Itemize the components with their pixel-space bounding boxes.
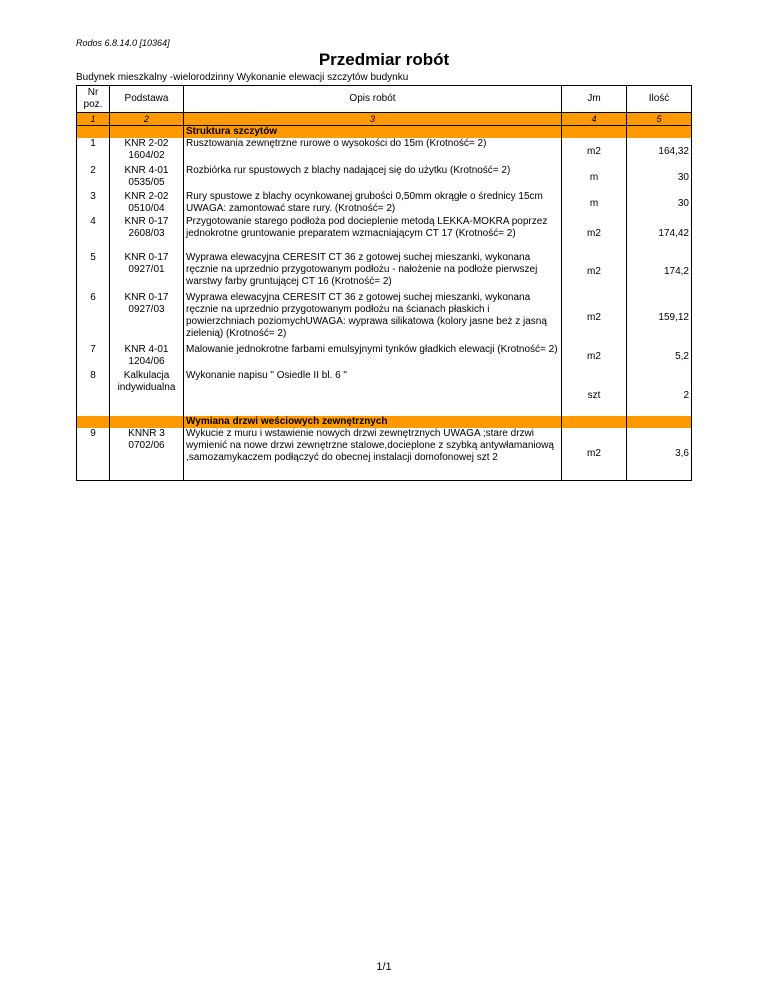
table-row	[77, 165, 692, 191]
item-quantity: 164,32	[627, 138, 692, 165]
item-basis: KNR 0-17 2608/03	[110, 216, 184, 252]
item-nr: 9	[77, 428, 110, 480]
item-basis: KNR 0-17 0927/01	[110, 252, 184, 292]
item-unit: szt	[562, 370, 627, 406]
col-number: 2	[110, 113, 184, 126]
table-row	[77, 191, 692, 216]
section-header	[77, 126, 692, 139]
item-unit: m2	[562, 138, 627, 165]
header-row	[77, 86, 692, 113]
item-basis: KNR 4-01 0535/05	[110, 165, 184, 191]
item-basis: KNR 2-02 1604/02	[110, 138, 184, 165]
document-subtitle: Budynek mieszkalny -wielorodzinny Wykonanie elewacji szczytów budynku	[76, 72, 409, 83]
item-quantity: 2	[627, 370, 692, 406]
item-unit: m2	[562, 344, 627, 370]
item-quantity: 30	[627, 191, 692, 216]
table-row	[77, 216, 692, 252]
col-number: 3	[184, 113, 562, 126]
software-version: Rodos 6.8.14.0 [10364]	[76, 38, 170, 48]
item-description: Wyprawa elewacyjna CERESIT CT 36 z gotowej suchej mieszanki, wykonana ręcznie na uprzednio przygotowanym podłożu - nałożenie na podłoże pierwszej warstwy farby gruntującej CT 16 (Krotność= 2)	[184, 252, 562, 292]
table-row	[77, 344, 692, 370]
item-quantity: 30	[627, 165, 692, 191]
item-basis: KNR 4-01 1204/06	[110, 344, 184, 370]
document-title: Przedmiar robót	[318, 50, 450, 69]
col-header-ilosc: Ilość	[627, 86, 692, 113]
item-quantity: 159,12	[627, 292, 692, 344]
item-description: Rury spustowe z blachy ocynkowanej grubości 0,50mm okrągłe o średnicy 15cm UWAGA: zamontować stare rury. (Krotność= 2)	[184, 191, 562, 216]
item-basis: Kalkulacja indywidualna	[110, 370, 184, 406]
section-header	[77, 416, 692, 428]
item-nr: 6	[77, 292, 110, 344]
item-unit: m2	[562, 252, 627, 292]
item-nr: 8	[77, 370, 110, 406]
item-unit: m	[562, 165, 627, 191]
item-basis: KNR 2-02 0510/04	[110, 191, 184, 216]
item-unit: m	[562, 191, 627, 216]
item-description: Rozbiórka rur spustowych z blachy nadającej się do użytku (Krotność= 2)	[184, 165, 562, 191]
table-row	[77, 252, 692, 292]
col-header-opis: Opis robót	[184, 86, 562, 113]
section-title: Struktura szczytów	[184, 126, 562, 139]
item-nr: 5	[77, 252, 110, 292]
col-number: 4	[562, 113, 627, 126]
item-nr: 4	[77, 216, 110, 252]
item-unit: m2	[562, 292, 627, 344]
item-quantity: 174,2	[627, 252, 692, 292]
item-unit: m2	[562, 428, 627, 480]
item-description: Wyprawa elewacyjna CERESIT CT 36 z gotowej suchej mieszanki, wykonana ręcznie na uprzednio przygotowanym podłożu na ścianach płaskich i powierzchniach poziomychUWAGA: wyprawa silikatowa (kolory jasne beż z jasną zielenią) (Krotność= 2)	[184, 292, 562, 344]
item-description: Wykucie z muru i wstawienie nowych drzwi zewnętrznych UWAGA ;stare drzwi wymienić na nowe drzwi zewnętrzne stalowe,docieplone z szybką antywłamaniową ,samozamykaczem podłączyć do obecnej instalacji domofonowej szt 2	[184, 428, 562, 480]
item-nr: 3	[77, 191, 110, 216]
table-row	[77, 138, 692, 165]
item-nr: 7	[77, 344, 110, 370]
section-title: Wymiana drzwi weściowych zewnętrznych	[184, 416, 562, 428]
col-number: 5	[627, 113, 692, 126]
item-nr: 1	[77, 138, 110, 165]
column-number-row	[77, 113, 692, 126]
spacer-row	[77, 406, 692, 416]
table-row	[77, 428, 692, 480]
item-description: Malowanie jednokrotne farbami emulsyjnymi tynków gładkich elewacji (Krotność= 2)	[184, 344, 562, 370]
item-basis: KNNR 3 0702/06	[110, 428, 184, 480]
bill-of-quantities-table	[76, 85, 692, 481]
col-header-podstawa: Podstawa	[110, 86, 184, 113]
item-description: Przygotowanie starego podłoża pod docieplenie metodą LEKKA-MOKRA poprzez jednokrotne gruntowanie preparatem wzmacniającym CT 17 (Krotność= 2)	[184, 216, 562, 252]
table-row	[77, 370, 692, 406]
item-description: Wykonanie napisu " Osiedle II bl. 6 "	[184, 370, 562, 406]
col-header-jm: Jm	[562, 86, 627, 113]
item-unit: m2	[562, 216, 627, 252]
item-quantity: 5,2	[627, 344, 692, 370]
item-basis: KNR 0-17 0927/03	[110, 292, 184, 344]
col-number: 1	[77, 113, 110, 126]
table-row	[77, 292, 692, 344]
item-quantity: 3,6	[627, 428, 692, 480]
col-header-nr: Nr poz.	[77, 86, 110, 113]
item-description: Rusztowania zewnętrzne rurowe o wysokości do 15m (Krotność= 2)	[184, 138, 562, 165]
item-nr: 2	[77, 165, 110, 191]
item-quantity: 174,42	[627, 216, 692, 252]
page-number: 1/1	[376, 961, 392, 973]
